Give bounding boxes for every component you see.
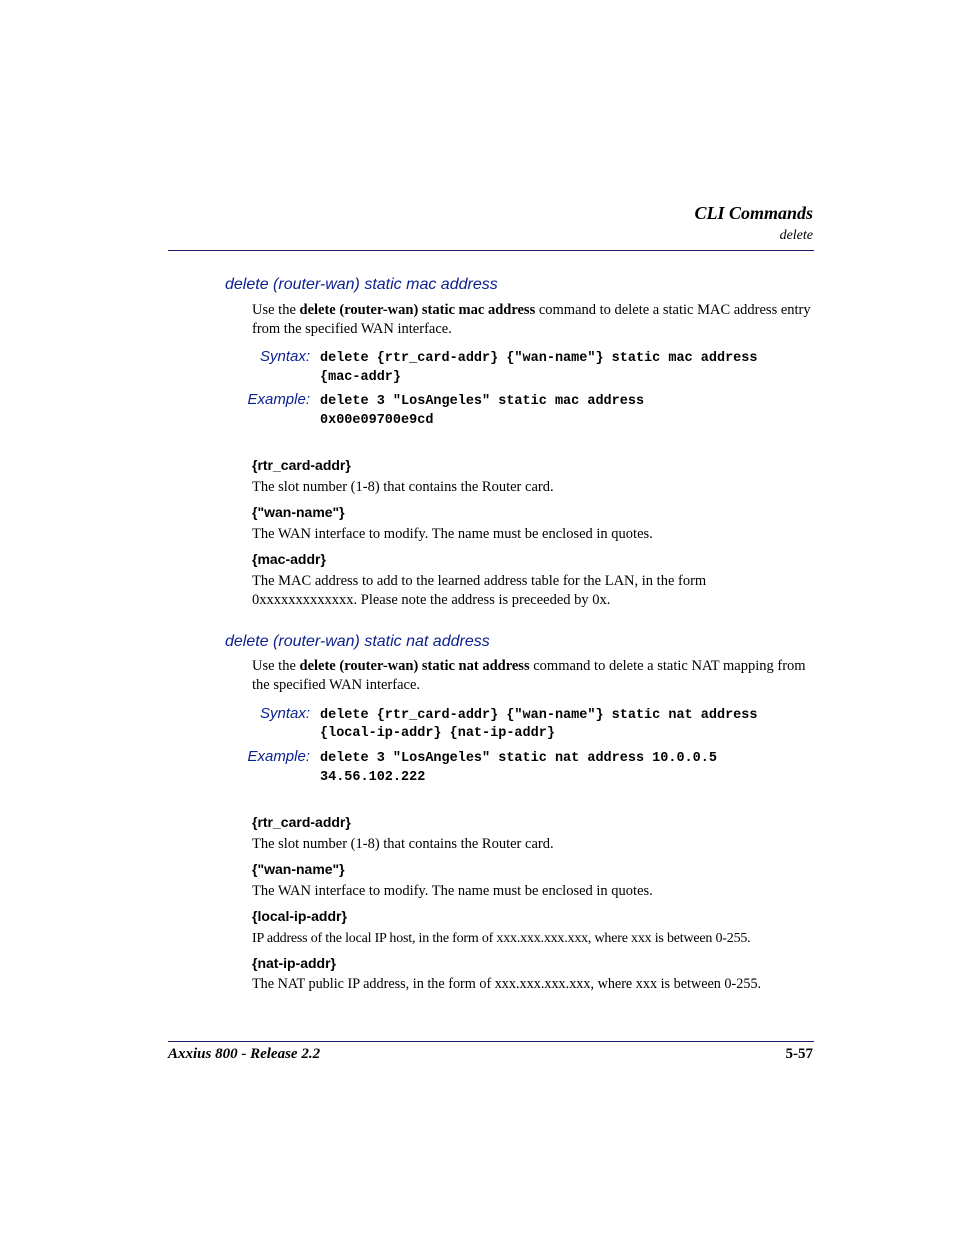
example-line-2: 34.56.102.222: [320, 770, 426, 785]
command-name: delete (router-wan) static nat address: [299, 658, 530, 674]
command-name: delete (router-wan) static mac address: [299, 302, 536, 318]
section-intro-mac: Use the delete (router-wan) static mac address command to delete a static MAC address entry from the specified WAN interface.: [252, 302, 811, 337]
param-name: {mac-addr}: [252, 551, 326, 567]
example-line-1: delete 3 "LosAngeles" static mac address: [320, 394, 645, 409]
param-desc: The NAT public IP address, in the form of xxx.xxx.xxx.xxx, where xxx is between 0-255.: [252, 976, 762, 992]
syntax-line-2: {local-ip-addr} {nat-ip-addr}: [320, 726, 555, 741]
syntax-line-2: {mac-addr}: [320, 370, 402, 385]
page-number: 5-57: [785, 1046, 813, 1062]
param-desc: The slot number (1-8) that contains the Router card.: [252, 836, 554, 852]
param-name: {"wan-name"}: [252, 504, 345, 520]
param-desc: The slot number (1-8) that contains the Router card.: [252, 479, 554, 495]
running-header-title: CLI Commands: [694, 203, 813, 223]
param-desc: The WAN interface to modify. The name must be enclosed in quotes.: [252, 883, 653, 899]
param-desc: IP address of the local IP host, in the form of xxx.xxx.xxx.xxx, where xxx is between 0-255.: [252, 931, 751, 946]
param-desc: The WAN interface to modify. The name must be enclosed in quotes.: [252, 526, 653, 542]
footer-rule: [168, 1041, 814, 1042]
running-header-subtitle: delete: [779, 228, 813, 243]
section-heading-mac: delete (router-wan) static mac address: [225, 276, 498, 293]
syntax-line-1: delete {rtr_card-addr} {"wan-name"} static nat address: [320, 708, 758, 723]
param-name: {nat-ip-addr}: [252, 955, 336, 971]
param-name: {"wan-name"}: [252, 861, 345, 877]
syntax-line-1: delete {rtr_card-addr} {"wan-name"} static mac address: [320, 351, 758, 366]
header-rule: [168, 250, 814, 251]
section-heading-nat: delete (router-wan) static nat address: [225, 633, 490, 650]
example-line-2: 0x00e09700e9cd: [320, 413, 434, 428]
example-label: Example:: [247, 748, 310, 765]
example-label: Example:: [247, 391, 310, 408]
param-name: {rtr_card-addr}: [252, 457, 351, 473]
param-desc: The MAC address to add to the learned address table for the LAN, in the form 0xxxxxxxxxxxxx. Please note the address is preceeded by 0x.: [252, 573, 707, 608]
param-name: {rtr_card-addr}: [252, 814, 351, 830]
section-intro-nat: Use the delete (router-wan) static nat address command to delete a static NAT mapping from the specified WAN interface.: [252, 658, 806, 693]
footer-product: Axxius 800 - Release 2.2: [168, 1046, 321, 1062]
syntax-label: Syntax:: [259, 705, 310, 722]
syntax-label: Syntax:: [259, 348, 310, 365]
param-name: {local-ip-addr}: [252, 908, 347, 924]
example-line-1: delete 3 "LosAngeles" static nat address 10.0.0.5: [320, 751, 717, 766]
